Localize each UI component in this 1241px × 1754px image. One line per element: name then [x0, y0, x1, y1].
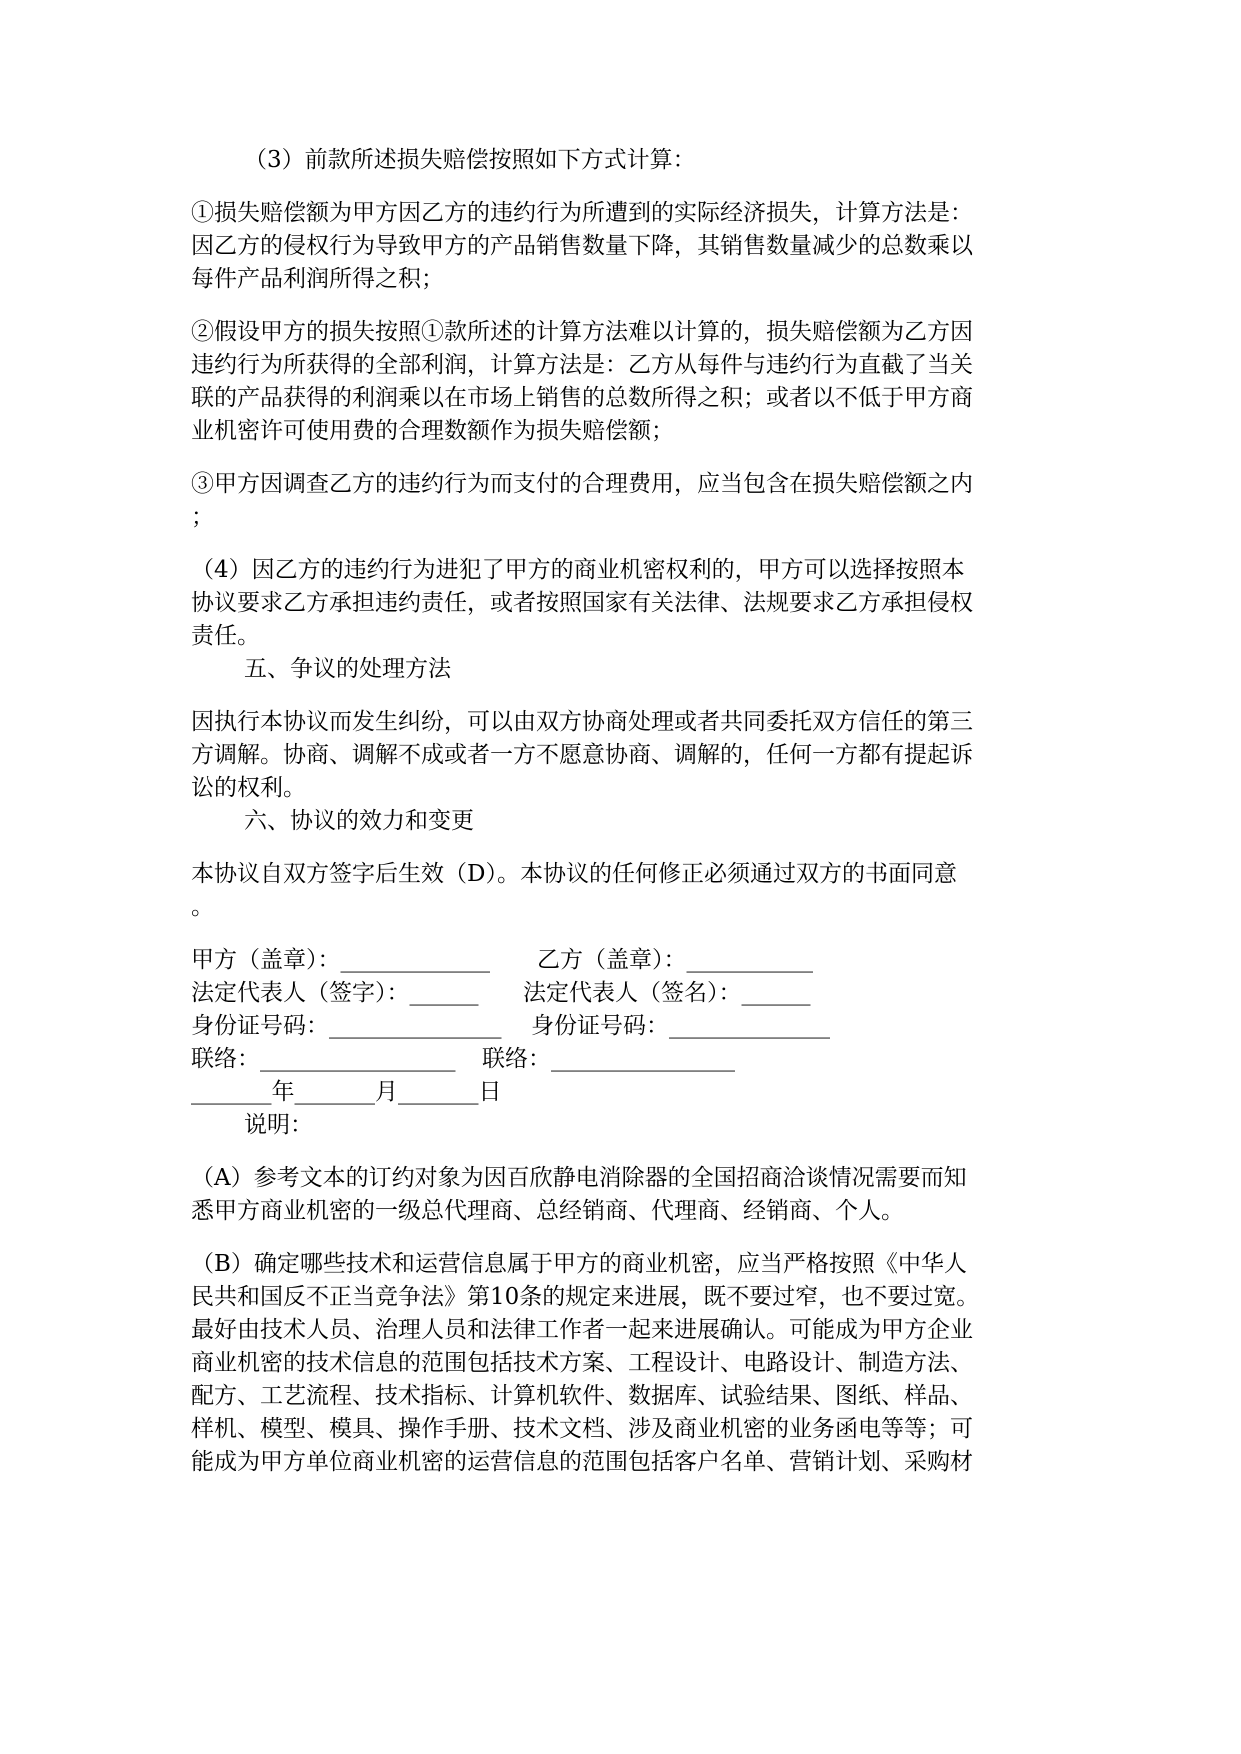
text-line: 。	[191, 894, 214, 920]
text-line: 配方、工艺流程、技术指标、计算机软件、数据库、试验结果、图纸、样品、	[191, 1383, 973, 1409]
text-line: 协议要求乙方承担违约责任，或者按照国家有关法律、法规要求乙方承担侵权	[191, 590, 973, 616]
party-b-contact: 联络：________________	[482, 1046, 735, 1072]
party-b-id: 身份证号码：______________	[531, 1013, 830, 1039]
paragraph-3-calc: （3）前款所述损失赔偿按照如下方式计算：	[244, 147, 696, 173]
party-a-seal: 甲方（盖章）：_____________	[191, 947, 490, 973]
text-line: ②假设甲方的损失按照①款所述的计算方法难以计算的，损失赔偿额为乙方因	[191, 319, 973, 345]
text-line: 最好由技术人员、治理人员和法律工作者一起来进展确认。可能成为甲方企业	[191, 1317, 973, 1343]
text-line: 因执行本协议而发生纠纷，可以由双方协商处理或者共同委托双方信任的第三	[191, 709, 973, 735]
party-b-seal: 乙方（盖章）：___________	[537, 947, 813, 973]
text-line: （A）参考文本的订约对象为因百欣静电消除器的全国招商洽谈情况需要而知	[191, 1165, 967, 1191]
text-line: 违约行为所获得的全部利润，计算方法是：乙方从每件与违约行为直截了当关	[191, 352, 973, 378]
text-line: 本协议自双方签字后生效（D）。本协议的任何修正必须通过双方的书面同意	[191, 861, 957, 887]
text-line: 商业机密的技术信息的范围包括技术方案、工程设计、电路设计、制造方法、	[191, 1350, 973, 1376]
section-heading-6: 六、协议的效力和变更	[244, 808, 474, 834]
party-a-id: 身份证号码：_______________	[191, 1013, 502, 1039]
party-b-rep: 法定代表人（签名）：______	[523, 980, 811, 1006]
text-line: 悉甲方商业机密的一级总代理商、总经销商、代理商、经销商、个人。	[191, 1198, 904, 1224]
text-line: ①损失赔偿额为甲方因乙方的违约行为所遭到的实际经济损失，计算方法是：	[191, 200, 973, 226]
text-line: 能成为甲方单位商业机密的运营信息的范围包括客户名单、营销计划、采购材	[191, 1449, 973, 1475]
party-a-rep: 法定代表人（签字）：______	[191, 980, 479, 1006]
text-line: ③甲方因调查乙方的违约行为而支付的合理费用，应当包含在损失赔偿额之内	[191, 471, 973, 497]
text-line: （B）确定哪些技术和运营信息属于甲方的商业机密，应当严格按照《中华人	[191, 1251, 967, 1277]
text-line: 每件产品利润所得之积；	[191, 266, 444, 292]
date-line: _______年_______月_______日	[191, 1079, 502, 1105]
text-line: （4）因乙方的违约行为进犯了甲方的商业机密权利的，甲方可以选择按照本	[191, 557, 965, 583]
party-a-contact: 联络：_________________	[191, 1046, 456, 1072]
text-line: 讼的权利。	[191, 775, 306, 801]
section-heading-5: 五、争议的处理方法	[244, 656, 451, 682]
text-line: 责任。	[191, 623, 260, 649]
text-line: 联的产品获得的利润乘以在市场上销售的总数所得之积；或者以不低于甲方商	[191, 385, 973, 411]
text-line: ；	[191, 504, 214, 530]
text-line: 样机、模型、模具、操作手册、技术文档、涉及商业机密的业务函电等等；可	[191, 1416, 973, 1442]
text-line: 民共和国反不正当竞争法》第10条的规定来进展，既不要过窄，也不要过宽。	[191, 1284, 980, 1310]
text-line: 方调解。协商、调解不成或者一方不愿意协商、调解的，任何一方都有提起诉	[191, 742, 973, 768]
text-line: 因乙方的侵权行为导致甲方的产品销售数量下降，其销售数量减少的总数乘以	[191, 233, 973, 259]
text-line: 业机密许可使用费的合理数额作为损失赔偿额；	[191, 418, 674, 444]
notes-label: 说明：	[244, 1112, 313, 1138]
